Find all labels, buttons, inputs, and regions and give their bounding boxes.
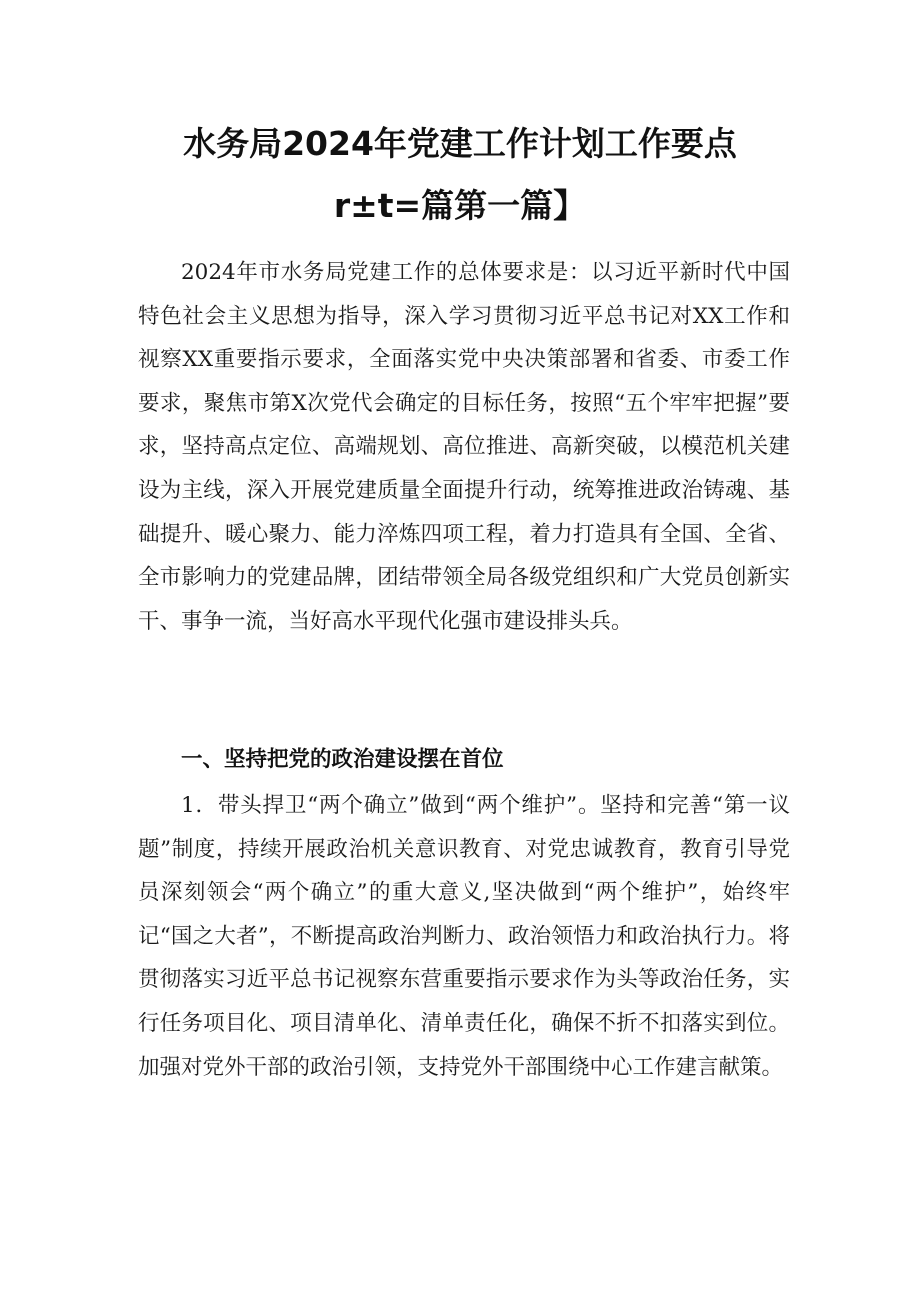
document-subtitle: r±t=篇第一篇】 bbox=[333, 186, 587, 225]
document-title: 水务局2024年党建工作计划工作要点 bbox=[183, 124, 737, 163]
intro-paragraph: 2024年市水务局党建工作的总体要求是：以习近平新时代中国特色社会主义思想为指导，深入学习贯彻习近平总书记对XX工作和视察XX重要指示要求，全面落实党中央决策部署和省委、市委工作要求，聚焦市第X次党代会确定的目标任务，按照“五个牢牢把握”要求，坚持高点定位、高端规划、高位推进、高新突破，以模范机关建设为主线，深入开展党建质量全面提升行动，统筹推进政治铸魂、基础提升、暖心聚力、能力淬炼四项工程，着力打造具有全国、全省、全市影响力的党建品牌，团结带领全局各级党组织和广大党员创新实干、事争一流，当好高水平现代化强市建设排头兵。 bbox=[138, 260, 790, 634]
section-paragraph: 1．带头捍卫“两个确立”做到“两个维护”。坚持和完善“第一议题”制度，持续开展政治机关意识教育、对党忠诚教育，教育引导党员深刻领会“两个确立”的重大意义,坚决做到“两个维护”，始终牢记“国之大者”，不断提高政治判断力、政治领悟力和政治执行力。将贯彻落实习近平总书记视察东营重要指示要求作为头等政治任务，实行任务项目化、项目清单化、清单责任化，确保不折不扣落实到位。加强对党外干部的政治引领，支持党外干部围绕中心工作建言献策。 bbox=[138, 793, 790, 1080]
section-heading: 一、坚持把党的政治建设摆在首位 bbox=[181, 747, 504, 772]
